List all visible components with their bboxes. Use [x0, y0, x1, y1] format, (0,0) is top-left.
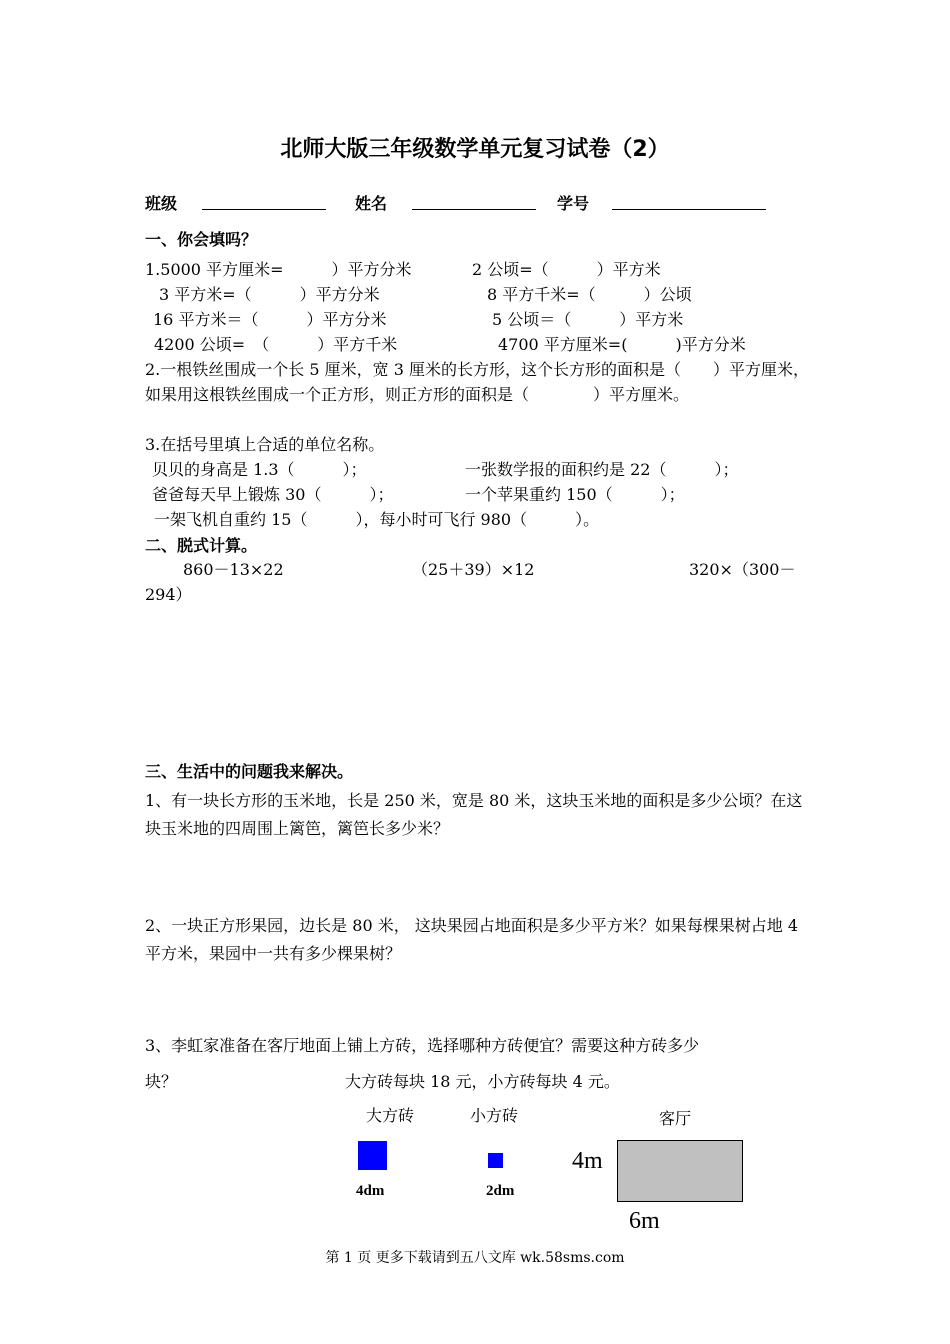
class-label: 班级 — [145, 194, 178, 213]
q3-row3: 一架飞机自重约 15（ ），每小时可飞行 980（ ）。 — [154, 510, 600, 529]
q1-row3-left: 16 平方米＝（ ）平方分米 — [153, 310, 387, 329]
page-title: 北师大版三年级数学单元复习试卷（2） — [280, 137, 670, 162]
section2-heading: 二、脱式计算。 — [145, 536, 258, 555]
room-label: 客厅 — [659, 1109, 692, 1128]
calc-expression-2: （25＋39）×12 — [412, 560, 535, 579]
id-field[interactable] — [612, 208, 766, 210]
problem-2: 2、一块正方形果园，边长是 80 米， 这块果园占地面积是多少平方米？如果每棵果树占地 4 平方米，果园中一共有多少棵果树？ — [145, 916, 799, 963]
q1-row3-right: 5 公顷＝（ ）平方米 — [492, 310, 684, 329]
q1-row2-left: 3 平方米=（ ）平方分米 — [159, 285, 380, 304]
section1-heading: 一、你会填吗？ — [145, 230, 258, 249]
living-room-rect — [617, 1140, 743, 1202]
small-tile-square — [488, 1153, 503, 1168]
name-label: 姓名 — [355, 194, 388, 213]
q1-row1-right: 2 公顷=（ ）平方米 — [472, 260, 661, 279]
section3-heading: 三、生活中的问题我来解决。 — [145, 762, 354, 781]
calc-expression-1: 860－13×22 — [183, 560, 284, 579]
problem-3-line1: 3、李虹家准备在客厅地面上铺上方砖，选择哪种方砖便宜？需要这种方砖多少 — [145, 1036, 700, 1055]
q1-row1-left: 1.5000 平方厘米= ）平方分米 — [145, 260, 412, 279]
problem-1: 1、有一块长方形的玉米地，长是 250 米，宽是 80 米，这块玉米地的面积是多少公顷？在这块玉米地的四周围上篱笆，篱笆长多少米？ — [145, 791, 803, 838]
tile-price-note: 大方砖每块 18 元，小方砖每块 4 元。 — [345, 1072, 620, 1091]
q3-row1-left: 贝贝的身高是 1.3（ ）； — [152, 460, 367, 479]
big-tile-size: 4dm — [356, 1183, 385, 1199]
page-footer: 第 1 页 更多下载请到五八文库 wk.58sms.com — [325, 1250, 625, 1266]
problem-3-line2: 块？ — [145, 1072, 178, 1091]
big-tile-square — [358, 1141, 387, 1170]
class-field[interactable] — [202, 208, 326, 210]
q1-row4-right: 4700 平方厘米=( )平方分米 — [498, 335, 746, 354]
q1-row2-right: 8 平方千米=（ ）公顷 — [487, 285, 692, 304]
q3-row2-left: 爸爸每天早上锻炼 30（ ）； — [152, 485, 394, 504]
name-field[interactable] — [412, 208, 536, 210]
calc-expression-3-cont: 294） — [145, 585, 192, 604]
q3-intro: 3.在括号里填上合适的单位名称。 — [145, 435, 385, 454]
room-height-label: 4m — [572, 1148, 603, 1174]
id-label: 学号 — [557, 194, 590, 213]
small-tile-size: 2dm — [486, 1183, 515, 1199]
q3-row1-right: 一张数学报的面积约是 22（ ）； — [465, 460, 739, 479]
calc-expression-3: 320×（300－ — [689, 560, 796, 579]
room-width-label: 6m — [629, 1208, 660, 1234]
small-tile-label: 小方砖 — [470, 1106, 519, 1125]
q2-text: 2.一根铁丝围成一个长 5 厘米，宽 3 厘米的长方形，这个长方形的面积是（ ）平方厘米，如果用这根铁丝围成一个正方形，则正方形的面积是（ ）平方厘米。 — [145, 360, 809, 404]
q3-row2-right: 一个苹果重约 150（ ）； — [465, 485, 685, 504]
q1-row4-left: 4200 公顷= （ ）平方千米 — [154, 335, 398, 354]
big-tile-label: 大方砖 — [366, 1106, 415, 1125]
